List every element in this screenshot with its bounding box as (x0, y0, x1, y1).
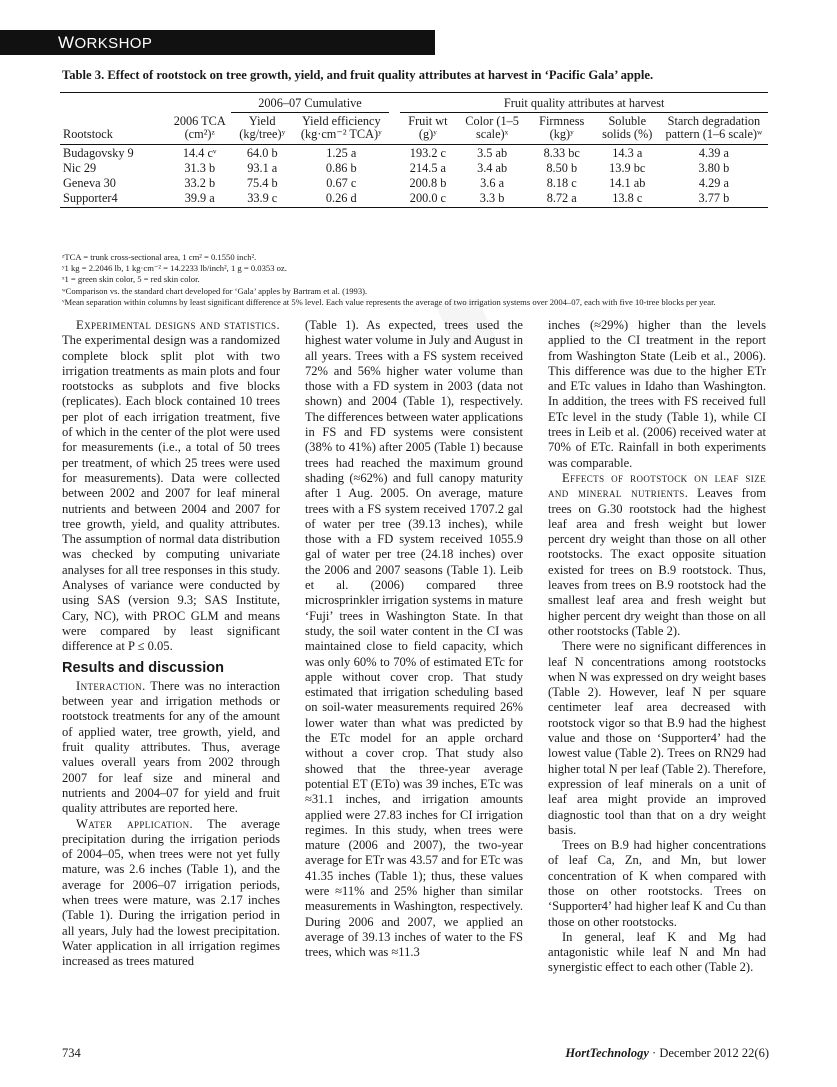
rootstock-table (60, 92, 768, 208)
section-banner (0, 30, 435, 55)
cell-fruit-wt: 214.5 a (409, 161, 446, 175)
journal-issue: · December 2012 22(6) (648, 1046, 769, 1060)
cell-yield: 33.9 c (231, 190, 294, 208)
group-quality: Fruit quality attributes at harvest (400, 97, 768, 113)
paragraph-text: The experimental design was a randomized complete block split plot with two irrigation treatments as main plots and four rootstocks as subplots and five blocks (replicates). Each block contained 10 trees per plot of each irrigation treatment, five of which in the center of the plot were used for measurements (i.e., a total of 50 trees per treatment, of which 25 trees were used for measurements). Data were collected between 2002 and 2007 for leaf mineral nutrients and between 2004 and 2007 for tree growth, yield, and quality attributes. The assumption of normal data distribution was checked by computing univariate analyses for all tree responses in this study. Analyses of variance were conducted by using SAS (version 9.3; SAS Institute, Cary, NC), with PROC GLM and means were compared by least significant difference at P ≤ 0.05. (62, 333, 280, 654)
cell-tca: 31.3 b (184, 161, 216, 175)
paragraph: inches (≈29%) higher than the levels applied to the CI treatment in the report from Washington State (Leib et al., 2006). This difference was due to the higher ETr and ETc values in Idaho than Washington. In addition, the trees with FS received full ETc level in the study (Table 1), while CI trees in Leib et al. (2006) received water at 70% of ETc. Rainfall in both experiments was comparable. (548, 318, 766, 470)
cell-soluble: 14.1 ab (609, 176, 646, 190)
header-fruit-wt: Fruit wt (g)ʸ (400, 113, 455, 145)
cell-efficiency: 1.25 a (326, 146, 357, 160)
cell-tca: 39.9 a (168, 190, 230, 208)
cell-starch: 3.77 b (660, 190, 768, 208)
paragraph-run-in-head: Interaction. (76, 678, 146, 693)
paragraph-run-in-head: Effects of rootstock on leaf size and mineral nutrients. (548, 470, 766, 501)
cell-fruit-wt: 200.0 c (400, 190, 455, 208)
cell-efficiency: 0.26 d (294, 190, 390, 208)
cell-yield: 93.1 a (247, 161, 278, 175)
paragraph-text: The average precipitation during the irrigation periods of 2004–05, when trees were not yet fully mature, was 2.6 inches (Table 1), and the average for 2006–07 irrigation periods, when trees were mature, was 2.17 inches (Table 1). During the irrigation period in all years, July had the lowest precipitation. Water application in all irrigation regimes increased as trees matured (62, 816, 280, 969)
section-banner-initial: W (58, 33, 75, 52)
header-soluble: Soluble solids (%) (595, 113, 660, 145)
cell-fruit-wt: 193.2 c (409, 146, 446, 160)
table-title: Table 3. Effect of rootstock on tree growth, yield, and fruit quality attributes at harvest in ‘Pacific Gala’ apple. (62, 68, 654, 82)
header-starch: Starch degradation pattern (1–6 scale)ʷ (660, 113, 768, 145)
paragraph-run-in-head: Water application. (76, 816, 194, 831)
cell-firmness: 8.18 c (546, 176, 577, 190)
journal-footer (565, 1046, 769, 1061)
paragraph-text: There was no interaction between year and irrigation methods or rootstock treatments for any of the amount of applied water, tree growth, yield, and fruit quality attributes. Thus, average values overall years from 2002 through 2007 for leaf size and mineral and nutrients and 2004–07 for yield and fruit quality attributes are reported here. (62, 678, 280, 816)
cell-rootstock: Budagovsky 9 (63, 146, 134, 160)
cell-soluble: 13.8 c (595, 190, 660, 208)
footnote: ʸ1 kg = 2.2046 lb, 1 kg·cm⁻² = 14.2233 lb/inch², 1 g = 0.0353 oz. (62, 263, 287, 274)
footnote: ᶻTCA = trunk cross-sectional area, 1 cm² = 0.1550 inch². (62, 252, 257, 262)
journal-logo: HortTechnology (565, 1046, 649, 1060)
cell-firmness: 8.72 a (529, 190, 595, 208)
table-group-header (60, 97, 768, 113)
text-column-2 (305, 318, 523, 960)
table-footnotes (62, 252, 774, 308)
page-number: 734 (62, 1046, 81, 1060)
cell-firmness: 8.50 b (546, 161, 578, 175)
text-column-1 (62, 318, 280, 969)
cell-firmness: 8.33 bc (543, 146, 580, 160)
header-rootstock: Rootstock (60, 113, 168, 145)
cell-fruit-wt: 200.8 b (409, 176, 447, 190)
cell-color: 3.4 ab (477, 161, 508, 175)
cell-rootstock: Nic 29 (63, 161, 97, 175)
table-row (60, 160, 768, 175)
cell-color: 3.6 a (480, 176, 505, 190)
cell-color: 3.3 b (455, 190, 528, 208)
header-firmness: Firmness (kg)ʸ (529, 113, 595, 145)
table-row (60, 145, 768, 161)
paragraph: Trees on B.9 had higher concentrations of leaf Ca, Zn, and Mn, but lower concentration of K when compared with those on other rootstocks. Trees on ‘Supporter4’ had higher leaf K and Cu than those on other rootstocks. (548, 838, 766, 929)
cell-soluble: 13.9 bc (609, 161, 646, 175)
paragraph (62, 679, 280, 817)
header-tca: 2006 TCA (cm²)ᶻ (168, 113, 230, 145)
footnote: ᵛMean separation within columns by least significant difference at 5% level. Each value represents the average of two irrigation systems over 2004–07, each with five 10-tree blocks per year. (62, 296, 716, 307)
cell-tca: 33.2 b (184, 176, 216, 190)
paragraph: There were no significant differences in leaf N concentrations among rootstocks when N was expressed on dry weight bases (Table 2). However, leaf N per square centimeter leaf area decreased with rootstock vigor so that B.9 had the highest value and those on ‘Supporter4’ had the lowest value (Table 2). Trees on RN29 had higher total N per leaf (Table 2). Therefore, expression of leaf minerals on a unit of leaf area might provide an improved diagnostic tool than that on a dry weight basis. (548, 639, 767, 837)
cell-starch: 4.29 a (698, 176, 729, 190)
cell-rootstock: Supporter4 (60, 190, 168, 208)
section-heading: Results and discussion (62, 659, 224, 676)
cell-yield: 64.0 b (246, 146, 278, 160)
header-yield: Yield (kg/tree)ʸ (231, 113, 294, 145)
footnote: ˣ1 = green skin color, 5 = red skin color. (62, 274, 200, 285)
cell-soluble: 14.3 a (612, 146, 643, 160)
section-banner-rest: ORKSHOP (74, 35, 153, 52)
group-cumulative: 2006–07 Cumulative (231, 97, 389, 113)
paragraph (62, 318, 280, 655)
table-row (60, 190, 768, 208)
cell-efficiency: 0.67 c (326, 176, 357, 190)
footnote: ʷComparison vs. the standard chart developed for ‘Gala’ apples by Bartram et al. (1993). (62, 285, 368, 296)
table-row (60, 175, 768, 190)
cell-starch: 3.80 b (698, 161, 730, 175)
cell-efficiency: 0.86 b (325, 161, 357, 175)
header-efficiency: Yield efficiency (kg·cm⁻² TCA)ʸ (294, 113, 390, 145)
table-column-header (60, 113, 768, 145)
cell-starch: 4.39 a (698, 146, 729, 160)
cell-tca: 14.4 cᵛ (182, 146, 217, 160)
paragraph (62, 817, 280, 970)
paragraph: In general, leaf K and Mg had antagonistic while leaf N and Mn had synergistic effect to each other (Table 2). (548, 929, 766, 975)
paragraph: (Table 1). As expected, trees used the highest water volume in July and August in all years. Trees with a FS system received 72% and 56% higher water volume than those with a FD system in 2003 (data not shown) and 2004 (Table 1), respectively. The differences between water applications in FS and FD systems were consistent (38% to 41%) after 2005 (Table 1) because trees had reached the maximum ground shading (≈62%) and full canopy maturity after 1 Aug. 2005. On average, mature trees with a FS system received 1707.2 gal of water per tree (39.13 inches), while those with a FD system received 1055.9 gal of water per tree (24.18 inches) over the 2006 and 2007 seasons (Table 1). Leib et al. (2006) compared three microsprinkler irrigation systems in mature ‘Fuji’ trees in Washington State. In that study, the soil water content in the CI was maintained close to field capacity, which was only 60% to 70% of estimated ETc for apple without cover crop. That study estimated that irrigation scheduling based on soil-water measurements required 26% lower water than what was predicted by the ETc model for an apple orchard without a cover crop. That study also showed that the three-year average potential ET (ETo) was 39 inches, ETc was ≈31.1 inches, and irrigation amounts applied were 27.83 inches for CI irrigation regimes. In this study, when trees were mature (2006 and 2007), the two-year average for ETr was 43.57 and for ETc was 41.35 inches (Table 1); thus, these values were ≈11% and 25% higher than similar measurements in Washington, respectively. During 2006 and 2007, we applied an average of 39.13 inches of water to the FS trees, which was ≈11.3 (305, 318, 523, 960)
text-column-3 (548, 318, 766, 976)
cell-color: 3.5 ab (477, 146, 508, 160)
paragraph (548, 471, 766, 639)
header-color: Color (1–5 scale)ˣ (455, 113, 528, 145)
paragraph-text: Leaves from trees on G.30 rootstock had the highest leaf area and fresh weight but lower percent dry weight than those on all other rootstocks. The exact opposite situation existed for trees on B.9 rootstock. Thus, leaves from trees on B.9 rootstock had the smallest leaf area and fresh weight but higher percent dry weight than those on all other rootstocks (Table 2). (548, 486, 766, 638)
paragraph-run-in-head: Experimental designs and statistics. (76, 318, 280, 332)
cell-yield: 75.4 b (246, 176, 278, 190)
cell-rootstock: Geneva 30 (63, 176, 116, 190)
